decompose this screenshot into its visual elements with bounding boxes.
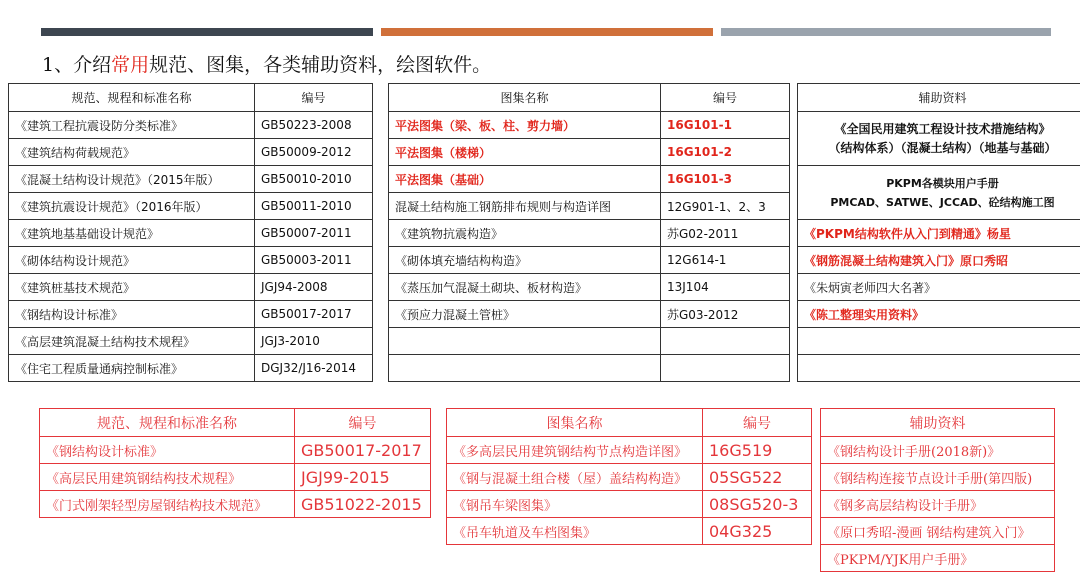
table-row bbox=[798, 301, 1080, 328]
table-header-row bbox=[447, 409, 812, 437]
atlas-name-cell bbox=[389, 355, 661, 382]
column-header-code: 编号 bbox=[661, 84, 790, 112]
aux-line: PMCAD、SATWE、JCCAD、砼结构施工图 bbox=[830, 195, 1055, 209]
aux-cell bbox=[798, 166, 1080, 220]
atlas-number-cell: 16G101-1 bbox=[661, 112, 790, 139]
table-row bbox=[9, 355, 373, 382]
atlas-name-cell: 《预应力混凝土管桩》 bbox=[389, 301, 661, 328]
title-prefix: 1、介绍 bbox=[42, 54, 112, 76]
column-header-name: 规范、规程和标准名称 bbox=[40, 409, 295, 437]
code-number-cell: JGJ3-2010 bbox=[255, 328, 373, 355]
table-header-row bbox=[9, 84, 373, 112]
code-name-cell: 《建筑工程抗震设防分类标准》 bbox=[9, 112, 255, 139]
table-row bbox=[9, 301, 373, 328]
table-header-row bbox=[389, 84, 790, 112]
code-name-cell: 《建筑结构荷载规范》 bbox=[9, 139, 255, 166]
atlas-number-cell: 12G901-1、2、3 bbox=[661, 193, 790, 220]
table-row bbox=[798, 166, 1080, 220]
table-header-row bbox=[40, 409, 431, 437]
steel-code-number-cell: GB50017-2017 bbox=[295, 437, 431, 464]
table-row bbox=[389, 166, 790, 193]
table-row bbox=[40, 491, 431, 518]
aux-line: 《全国民用建筑工程设计技术措施结构》 bbox=[834, 121, 1051, 136]
code-number-cell: GB50007-2011 bbox=[255, 220, 373, 247]
steel-atlas-number-cell: 16G519 bbox=[703, 437, 812, 464]
steel-atlas-number-cell: 04G325 bbox=[703, 518, 812, 545]
table-row bbox=[821, 545, 1055, 572]
table-row bbox=[821, 437, 1055, 464]
table-row bbox=[447, 464, 812, 491]
steel-atlas-name-cell: 《钢与混凝土组合楼（屋）盖结构构造》 bbox=[447, 464, 703, 491]
aux-line: （结构体系）（混凝土结构）（地基与基础） bbox=[828, 140, 1057, 155]
steel-atlas-number-cell: 08SG520-3 bbox=[703, 491, 812, 518]
table-row bbox=[389, 301, 790, 328]
aux-line: PKPM各模块用户手册 bbox=[886, 176, 999, 190]
steel-atlases-table bbox=[446, 408, 812, 545]
table-row bbox=[798, 247, 1080, 274]
table-row bbox=[798, 220, 1080, 247]
column-header-atlas: 图集名称 bbox=[389, 84, 661, 112]
atlas-number-cell: 16G101-3 bbox=[661, 166, 790, 193]
table-row bbox=[447, 491, 812, 518]
table-row bbox=[389, 274, 790, 301]
aux-cell bbox=[798, 112, 1080, 166]
code-name-cell: 《钢结构设计标准》 bbox=[9, 301, 255, 328]
column-header-code: 编号 bbox=[295, 409, 431, 437]
steel-codes-table bbox=[39, 408, 431, 518]
table-row bbox=[9, 166, 373, 193]
atlas-number-cell: 13J104 bbox=[661, 274, 790, 301]
atlas-number-cell: 12G614-1 bbox=[661, 247, 790, 274]
table-row bbox=[40, 464, 431, 491]
code-number-cell: JGJ94-2008 bbox=[255, 274, 373, 301]
steel-atlas-name-cell: 《吊车轨道及车档图集》 bbox=[447, 518, 703, 545]
codes-table bbox=[8, 83, 373, 382]
steel-code-name-cell: 《钢结构设计标准》 bbox=[40, 437, 295, 464]
table-row bbox=[447, 518, 812, 545]
header-bar-dark bbox=[41, 28, 373, 36]
atlas-name-cell: 平法图集（楼梯） bbox=[389, 139, 661, 166]
code-name-cell: 《住宅工程质量通病控制标准》 bbox=[9, 355, 255, 382]
table-row bbox=[821, 464, 1055, 491]
aux-cell: 《PKPM结构软件从入门到精通》杨星 bbox=[798, 220, 1080, 247]
aux-cell: 《钢筋混凝土结构建筑入门》原口秀昭 bbox=[798, 247, 1080, 274]
steel-code-number-cell: GB51022-2015 bbox=[295, 491, 431, 518]
column-header-aux: 辅助资料 bbox=[798, 84, 1080, 112]
table-row bbox=[9, 112, 373, 139]
header-bar-orange bbox=[381, 28, 713, 36]
column-header-code: 编号 bbox=[255, 84, 373, 112]
atlas-name-cell: 平法图集（基础） bbox=[389, 166, 661, 193]
table-row bbox=[389, 220, 790, 247]
aux-cell bbox=[798, 328, 1080, 355]
code-name-cell: 《建筑桩基技术规范》 bbox=[9, 274, 255, 301]
steel-aux-cell: 《钢多高层结构设计手册》 bbox=[821, 491, 1055, 518]
table-row bbox=[9, 220, 373, 247]
table-row bbox=[821, 518, 1055, 545]
atlas-number-cell: 苏G03-2012 bbox=[661, 301, 790, 328]
column-header-code: 编号 bbox=[703, 409, 812, 437]
aux-cell: 《朱炳寅老师四大名著》 bbox=[798, 274, 1080, 301]
column-header-name: 规范、规程和标准名称 bbox=[9, 84, 255, 112]
table-row bbox=[389, 355, 790, 382]
code-number-cell: GB50223-2008 bbox=[255, 112, 373, 139]
table-row bbox=[9, 139, 373, 166]
code-number-cell: GB50003-2011 bbox=[255, 247, 373, 274]
atlas-name-cell: 《蒸压加气混凝土砌块、板材构造》 bbox=[389, 274, 661, 301]
atlas-number-cell bbox=[661, 355, 790, 382]
steel-aux-cell: 《钢结构设计手册(2018新)》 bbox=[821, 437, 1055, 464]
table-row bbox=[389, 139, 790, 166]
header-bar-gray bbox=[721, 28, 1051, 36]
table-row bbox=[447, 437, 812, 464]
atlas-name-cell: 《砌体填充墙结构构造》 bbox=[389, 247, 661, 274]
table-row bbox=[9, 274, 373, 301]
table-row bbox=[798, 355, 1080, 382]
column-header-atlas: 图集名称 bbox=[447, 409, 703, 437]
title-highlight: 常用 bbox=[111, 54, 150, 76]
atlas-number-cell: 16G101-2 bbox=[661, 139, 790, 166]
table-row bbox=[389, 247, 790, 274]
steel-atlas-name-cell: 《钢吊车梁图集》 bbox=[447, 491, 703, 518]
table-row bbox=[389, 328, 790, 355]
table-row bbox=[9, 247, 373, 274]
table-row bbox=[798, 112, 1080, 166]
table-header-row bbox=[821, 409, 1055, 437]
table-row bbox=[9, 328, 373, 355]
atlas-number-cell: 苏G02-2011 bbox=[661, 220, 790, 247]
code-number-cell: GB50017-2017 bbox=[255, 301, 373, 328]
steel-code-number-cell: JGJ99-2015 bbox=[295, 464, 431, 491]
steel-code-name-cell: 《门式刚架轻型房屋钢结构技术规范》 bbox=[40, 491, 295, 518]
aux-cell: 《陈工整理实用资料》 bbox=[798, 301, 1080, 328]
table-row bbox=[798, 274, 1080, 301]
title-suffix: 规范、图集，各类辅助资料，绘图软件。 bbox=[149, 54, 492, 76]
steel-code-name-cell: 《高层民用建筑钢结构技术规程》 bbox=[40, 464, 295, 491]
steel-atlas-name-cell: 《多高层民用建筑钢结构节点构造详图》 bbox=[447, 437, 703, 464]
steel-aux-cell: 《钢结构连接节点设计手册(第四版) bbox=[821, 464, 1055, 491]
atlas-name-cell: 《建筑物抗震构造》 bbox=[389, 220, 661, 247]
code-name-cell: 《混凝土结构设计规范》（2015年版） bbox=[9, 166, 255, 193]
steel-aux-cell: 《PKPM/YJK用户手册》 bbox=[821, 545, 1055, 572]
column-header-aux: 辅助资料 bbox=[821, 409, 1055, 437]
steel-aux-cell: 《原口秀昭-漫画 钢结构建筑入门》 bbox=[821, 518, 1055, 545]
table-row bbox=[40, 437, 431, 464]
table-header-row bbox=[798, 84, 1080, 112]
table-row bbox=[9, 193, 373, 220]
code-number-cell: GB50009-2012 bbox=[255, 139, 373, 166]
steel-aux-table bbox=[820, 408, 1055, 572]
code-name-cell: 《建筑地基基础设计规范》 bbox=[9, 220, 255, 247]
atlas-name-cell: 平法图集（梁、板、柱、剪力墙） bbox=[389, 112, 661, 139]
slide-title bbox=[42, 50, 491, 77]
code-number-cell: GB50011-2010 bbox=[255, 193, 373, 220]
atlas-name-cell: 混凝土结构施工钢筋排布规则与构造详图 bbox=[389, 193, 661, 220]
code-name-cell: 《高层建筑混凝土结构技术规程》 bbox=[9, 328, 255, 355]
aux-table bbox=[797, 83, 1080, 382]
table-row bbox=[798, 328, 1080, 355]
atlas-name-cell bbox=[389, 328, 661, 355]
table-row bbox=[389, 193, 790, 220]
code-number-cell: GB50010-2010 bbox=[255, 166, 373, 193]
code-name-cell: 《砌体结构设计规范》 bbox=[9, 247, 255, 274]
code-name-cell: 《建筑抗震设计规范》（2016年版） bbox=[9, 193, 255, 220]
code-number-cell: DGJ32/J16-2014 bbox=[255, 355, 373, 382]
steel-atlas-number-cell: 05SG522 bbox=[703, 464, 812, 491]
atlases-table bbox=[388, 83, 790, 382]
atlas-number-cell bbox=[661, 328, 790, 355]
table-row bbox=[389, 112, 790, 139]
table-row bbox=[821, 491, 1055, 518]
aux-cell bbox=[798, 355, 1080, 382]
